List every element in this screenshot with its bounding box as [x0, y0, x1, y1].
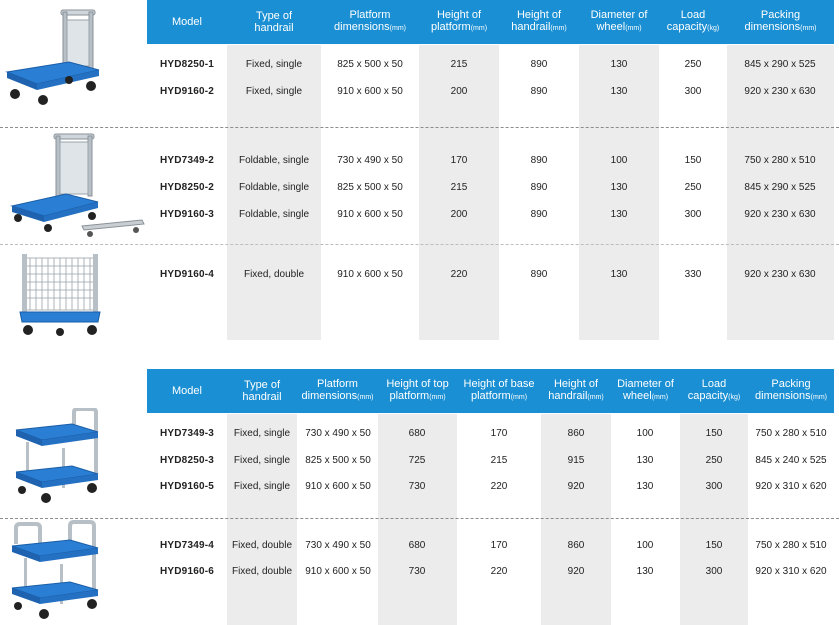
table1-header [147, 0, 834, 44]
handrail-height: 890 [530, 182, 548, 193]
table2-shade-col [227, 414, 297, 625]
table1-header-load [659, 0, 727, 44]
model-code: HYD8250-1 [159, 59, 215, 70]
platform-dimensions: 730 x 490 x 50 [305, 540, 371, 551]
wheel-diameter: 130 [636, 481, 654, 492]
packing-dimensions: 845 x 290 x 525 [744, 59, 816, 70]
header-unit: (mm) [357, 394, 374, 401]
wheel-diameter: 130 [610, 182, 628, 193]
table2-header-model [147, 369, 227, 413]
base-platform-height: 220 [490, 481, 508, 492]
table2-header-base-height [457, 369, 541, 413]
handrail-height: 915 [567, 455, 585, 466]
header-text: Height of base [463, 378, 535, 390]
header-text: Load [701, 378, 727, 390]
handrail-type: Fixed, single [233, 481, 291, 492]
header-unit: (mm) [651, 394, 669, 401]
model-code: HYD8250-3 [159, 455, 215, 466]
header-text: Type of [255, 10, 293, 22]
table2-header-platform-dim [297, 369, 378, 413]
model-code: HYD9160-3 [159, 209, 215, 220]
handrail-type: Fixed, single [245, 59, 303, 70]
handrail-type: Foldable, single [238, 209, 310, 220]
handrail-type: Fixed, double [231, 540, 293, 551]
platform-dimensions: 730 x 490 x 50 [305, 428, 371, 439]
table1-header-handrail [227, 0, 321, 44]
model-code: HYD9160-6 [159, 566, 215, 577]
model-code: HYD7349-3 [159, 428, 215, 439]
handrail-height: 860 [567, 540, 585, 551]
table2-shade-col [541, 414, 611, 625]
foldable-handrail-cart-icon [8, 132, 148, 242]
packing-dimensions: 750 x 280 x 510 [755, 428, 827, 439]
handrail-height: 860 [567, 428, 585, 439]
table2-header [147, 369, 834, 413]
model-code: HYD9160-5 [159, 481, 215, 492]
header-text: dimensions [744, 21, 801, 33]
header-text: Load [680, 9, 706, 21]
base-platform-height: 170 [490, 540, 508, 551]
wheel-diameter: 130 [636, 455, 654, 466]
platform-height: 170 [450, 155, 468, 166]
packing-dimensions: 920 x 310 x 620 [755, 481, 827, 492]
load-capacity: 250 [705, 455, 723, 466]
packing-dimensions: 750 x 280 x 510 [744, 155, 816, 166]
wheel-diameter: 130 [610, 59, 628, 70]
header-text: Model [172, 385, 202, 397]
table1-header-platform-height [419, 0, 499, 44]
header-text: handrail [548, 390, 588, 402]
platform-dimensions: 825 x 500 x 50 [337, 182, 403, 193]
header-text: handrail [511, 21, 551, 33]
header-text: capacity [687, 390, 729, 402]
handrail-type: Foldable, single [238, 155, 310, 166]
wheel-diameter: 130 [610, 86, 628, 97]
fixed-single-handrail-cart-icon [3, 6, 103, 106]
table2-header-wheel [611, 369, 680, 413]
packing-dimensions: 750 x 280 x 510 [755, 540, 827, 551]
header-text: Height of [436, 9, 482, 21]
platform-dimensions: 910 x 600 x 50 [337, 269, 403, 280]
header-text: Model [172, 16, 202, 28]
header-text: Platform [317, 378, 358, 390]
two-tier-single-handrail-cart-icon [12, 408, 102, 508]
header-text: Packing [771, 378, 811, 390]
table2-header-packing [748, 369, 834, 413]
load-capacity: 250 [684, 59, 702, 70]
handrail-type: Foldable, single [238, 182, 310, 193]
handrail-type: Fixed, double [231, 566, 293, 577]
table1-header-model [147, 0, 227, 44]
header-text: Platform [349, 9, 391, 21]
handrail-height: 920 [567, 566, 585, 577]
top-platform-height: 730 [408, 481, 426, 492]
header-unit: (mm) [389, 25, 406, 32]
handrail-type: Fixed, single [233, 455, 291, 466]
table1-header-handrail-height [499, 0, 579, 44]
group-separator [0, 127, 839, 128]
top-platform-height: 680 [408, 540, 426, 551]
model-code: HYD7349-4 [159, 540, 215, 551]
header-unit: (mm) [550, 25, 567, 32]
platform-dimensions: 910 x 600 x 50 [337, 86, 403, 97]
header-text: platform [470, 390, 511, 402]
packing-dimensions: 845 x 290 x 525 [744, 182, 816, 193]
table2-header-top-height [378, 369, 457, 413]
top-platform-height: 680 [408, 428, 426, 439]
base-platform-height: 170 [490, 428, 508, 439]
header-text: handrail [242, 391, 282, 403]
header-text: wheel [622, 390, 652, 402]
header-unit: (mm) [510, 394, 528, 401]
load-capacity: 150 [705, 428, 723, 439]
top-platform-height: 730 [408, 566, 426, 577]
load-capacity: 150 [684, 155, 702, 166]
load-capacity: 330 [684, 269, 702, 280]
header-unit: (mm) [810, 394, 827, 401]
header-text: Height of [516, 9, 562, 21]
load-capacity: 300 [705, 481, 723, 492]
handrail-height: 920 [567, 481, 585, 492]
model-code: HYD9160-4 [159, 269, 215, 280]
base-platform-height: 215 [490, 455, 508, 466]
table1-header-wheel [579, 0, 659, 44]
model-code: HYD8250-2 [159, 182, 215, 193]
top-platform-height: 725 [408, 455, 426, 466]
load-capacity: 300 [684, 86, 702, 97]
load-capacity: 150 [705, 540, 723, 551]
platform-height: 200 [450, 209, 468, 220]
platform-dimensions: 730 x 490 x 50 [337, 155, 403, 166]
platform-dimensions: 825 x 500 x 50 [305, 455, 371, 466]
handrail-height: 890 [530, 155, 548, 166]
header-unit: (mm) [429, 394, 446, 401]
header-text: dimensions [334, 21, 390, 33]
table2-shade-col [378, 414, 457, 625]
header-text: Height of top [386, 378, 449, 390]
header-unit: (kg) [707, 25, 720, 32]
platform-height: 215 [450, 59, 468, 70]
header-text: Type of [243, 379, 281, 391]
table1-header-packing [727, 0, 834, 44]
packing-dimensions: 920 x 230 x 630 [744, 209, 816, 220]
handrail-type: Fixed, single [245, 86, 303, 97]
packing-dimensions: 920 x 230 x 630 [744, 269, 816, 280]
handrail-type: Fixed, double [243, 269, 305, 280]
header-text: Diameter of [590, 9, 648, 21]
platform-dimensions: 910 x 600 x 50 [305, 481, 371, 492]
load-capacity: 300 [684, 209, 702, 220]
header-text: Diameter of [617, 378, 674, 390]
mesh-cage-cart-icon [18, 250, 102, 340]
group-separator [0, 244, 839, 245]
packing-dimensions: 920 x 310 x 620 [755, 566, 827, 577]
model-code: HYD9160-2 [159, 86, 215, 97]
platform-height: 215 [450, 182, 468, 193]
load-capacity: 300 [705, 566, 723, 577]
header-unit: (mm) [470, 25, 488, 32]
platform-dimensions: 910 x 600 x 50 [337, 209, 403, 220]
header-unit: (mm) [800, 25, 817, 32]
handrail-height: 890 [530, 59, 548, 70]
packing-dimensions: 920 x 230 x 630 [744, 86, 816, 97]
header-text: platform [389, 390, 430, 402]
wheel-diameter: 130 [636, 566, 654, 577]
wheel-diameter: 100 [636, 428, 654, 439]
handrail-type: Fixed, single [233, 428, 291, 439]
base-platform-height: 220 [490, 566, 508, 577]
load-capacity: 250 [684, 182, 702, 193]
header-text: Height of [553, 378, 599, 390]
handrail-height: 890 [530, 86, 548, 97]
header-text: Packing [760, 9, 801, 21]
header-text: dimensions [301, 390, 358, 402]
group-separator [0, 518, 839, 519]
platform-height: 200 [450, 86, 468, 97]
handrail-height: 890 [530, 209, 548, 220]
header-unit: (kg) [728, 394, 741, 401]
header-text: handrail [254, 22, 294, 34]
header-text: dimensions [755, 390, 811, 402]
table2-shade-col [680, 414, 748, 625]
wheel-diameter: 100 [610, 155, 628, 166]
platform-dimensions: 825 x 500 x 50 [337, 59, 403, 70]
wheel-diameter: 130 [610, 269, 628, 280]
header-unit: (mm) [587, 394, 604, 401]
model-code: HYD7349-2 [159, 155, 215, 166]
header-unit: (mm) [625, 25, 642, 32]
header-text: capacity [666, 21, 708, 33]
handrail-height: 890 [530, 269, 548, 280]
table2-header-handrail-height [541, 369, 611, 413]
table2-header-load [680, 369, 748, 413]
header-text: platform [430, 21, 471, 33]
wheel-diameter: 130 [610, 209, 628, 220]
two-tier-double-handrail-cart-icon [10, 520, 102, 624]
table1-header-platform-dim [321, 0, 419, 44]
platform-dimensions: 910 x 600 x 50 [305, 566, 371, 577]
wheel-diameter: 100 [636, 540, 654, 551]
packing-dimensions: 845 x 240 x 525 [755, 455, 827, 466]
platform-height: 220 [450, 269, 468, 280]
header-text: wheel [596, 21, 626, 33]
table2-header-handrail [227, 369, 297, 413]
